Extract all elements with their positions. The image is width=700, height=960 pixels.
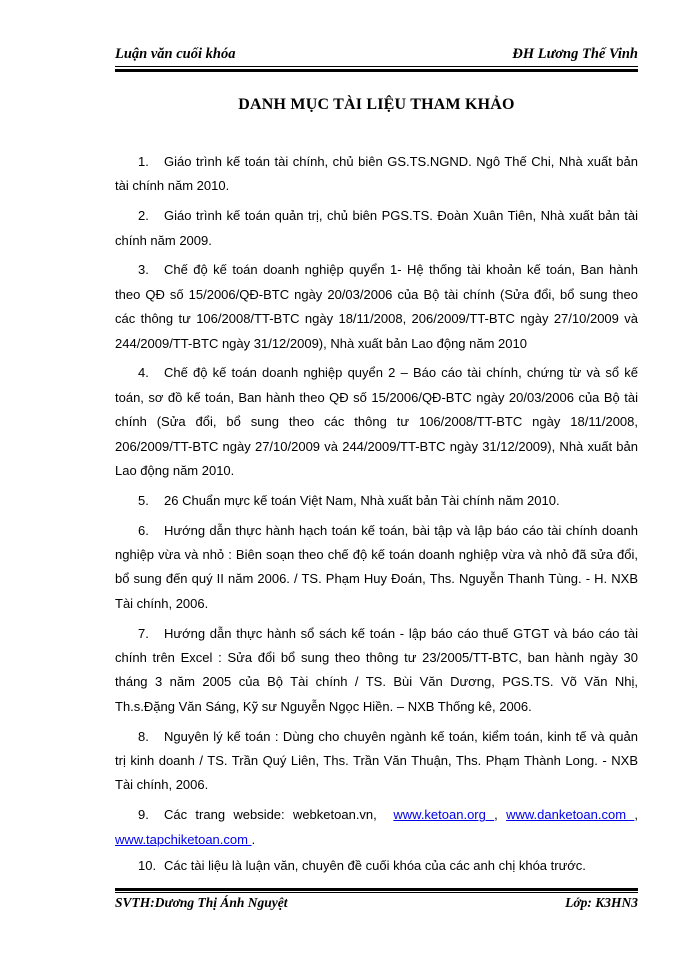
link-tapchiketoan[interactable]: www.tapchiketoan.com	[115, 831, 252, 847]
reference-text: Nguyên lý kế toán : Dùng cho chuyên ngành kế toán, kiểm toán, kinh tế và quản trị kinh doanh / TS. Trần Quý Liên, Ths. Trần Văn Thuận, Ths. Phạm Thành Long. - NXB Tài chính, 2006.	[115, 728, 638, 793]
reference-number: 5.	[138, 492, 149, 508]
reference-item	[115, 204, 638, 253]
footer-class: Lớp: K3HN3	[565, 895, 638, 910]
reference-item	[115, 854, 638, 878]
link-danketoan[interactable]: www.danketoan.com	[506, 807, 635, 823]
reference-item	[115, 622, 638, 720]
reference-number: 7.	[138, 625, 149, 641]
reference-number: 1.	[138, 154, 149, 169]
reference-number: 10.	[138, 858, 157, 874]
link-separator: ,	[494, 807, 498, 823]
reference-number: 8.	[138, 728, 149, 744]
reference-list	[115, 150, 638, 879]
reference-text: Giáo trình kế toán quản trị, chủ biên PGS.TS. Đoàn Xuân Tiên, Nhà xuất bản tài chính năm 2009.	[115, 208, 638, 248]
reference-number: 6.	[138, 522, 149, 538]
page-footer	[115, 895, 638, 915]
reference-item	[115, 519, 638, 617]
reference-text: Hướng dẫn thực hành hạch toán kế toán, bài tập và lập báo cáo tài chính doanh nghiệp vừa và nhỏ : Biên soạn theo chế độ kế toán doanh nghiệp vừa và nhỏ đã sửa đổi, bổ sung đến quý II năm 2006. / TS. Phạm Huy Đoán, Ths. Nguyễn Thanh Tùng. - H. NXB Tài chính, 2006.	[115, 522, 638, 611]
reference-text: Chế độ kế toán doanh nghiệp quyển 1- Hệ thống tài khoản kế toán, Ban hành theo QĐ số 15/2006/QĐ-BTC ngày 20/03/2006 của Bộ tài chính (Sửa đổi, bổ sung theo các thông tư 106/2008/TT-BTC ngày 18/11/2008, 206/2009/TT-BTC ngày 27/10/2009 và 244/2009/TT-BTC ngày 31/12/2009), Nhà xuất bản Lao động năm 2010	[115, 262, 638, 351]
reference-text: Chế độ kế toán doanh nghiệp quyển 2 – Báo cáo tài chính, chứng từ và sổ kế toán, sơ đồ kế toán, Ban hành theo QĐ số 15/2006/QĐ-BTC ngày 20/03/2006 của Bộ tài chính (Sửa đổi, bổ sung theo các thông tư 106/2008/TT-BTC ngày 18/11/2008, 206/2009/TT-BTC ngày 27/10/2009 và 244/2009/TT-BTC ngày 31/12/2009), Nhà xuất bản Lao động năm 2010.	[115, 365, 638, 479]
reference-item	[115, 725, 638, 798]
header-university: ĐH Lương Thế Vinh	[512, 46, 638, 62]
reference-text: Các tài liệu là luận văn, chuyên đề cuối khóa của các anh chị khóa trước.	[164, 858, 586, 874]
footer-student-name: SVTH:Dương Thị Ánh Nguyệt	[115, 895, 288, 910]
reference-item	[115, 489, 638, 513]
reference-number: 4.	[138, 365, 149, 381]
link-separator: ,	[634, 807, 638, 823]
reference-item	[115, 361, 638, 483]
header-thesis-label: Luận văn cuối khóa	[115, 46, 236, 62]
link-ketoan[interactable]: www.ketoan.org	[393, 807, 495, 823]
page-title: DANH MỤC TÀI LIỆU THAM KHẢO	[238, 96, 515, 113]
reference-number: 2.	[138, 208, 149, 224]
reference-number: 9.	[138, 807, 149, 823]
reference-text: Hướng dẫn thực hành sổ sách kế toán - lập báo cáo thuế GTGT và báo cáo tài chính trên Excel : Sửa đổi bổ sung theo thông tư 23/2005/TT-BTC, ban hành ngày 30 tháng 3 năm 2005 của Bộ Tài chính / TS. Bùi Văn Dương, PGS.TS. Võ Văn Nhị, Th.s.Đặng Văn Sáng, Kỹ sư Nguyễn Ngọc Hiền. – NXB Thống kê, 2006.	[115, 625, 638, 714]
reference-text: 26 Chuẩn mực kế toán Việt Nam, Nhà xuất bản Tài chính năm 2010.	[164, 492, 560, 508]
reference-item-websites	[115, 803, 638, 852]
footer-rule-thin	[115, 892, 638, 893]
reference-number: 3.	[138, 262, 149, 278]
reference-item	[115, 258, 638, 356]
reference-text: Các trang webside: webketoan.vn,	[164, 807, 377, 823]
reference-text: Giáo trình kế toán tài chính, chủ biên GS.TS.NGND. Ngô Thế Chi, Nhà xuất bản tài chính năm 2010.	[115, 154, 638, 194]
header-rule-thick	[115, 69, 638, 72]
header-rule-thin	[115, 66, 638, 67]
footer-rule-thick	[115, 888, 638, 891]
reference-suffix: .	[251, 831, 256, 847]
reference-item	[115, 150, 638, 199]
page-header	[115, 46, 638, 66]
